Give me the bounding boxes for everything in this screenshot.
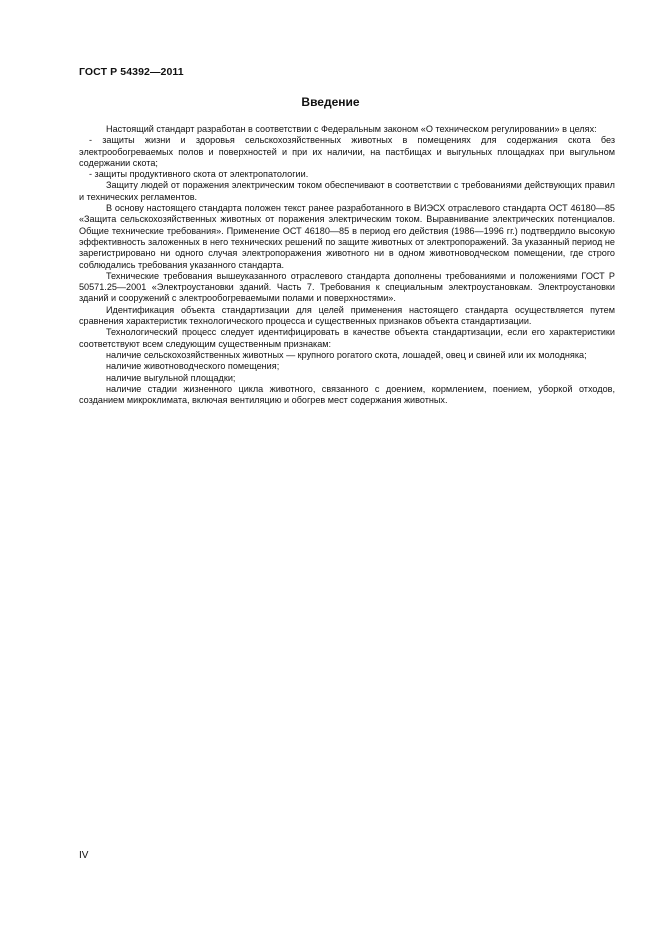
list-item-premises: наличие животноводческого помещения; bbox=[106, 361, 280, 372]
list-item-lifecycle: наличие стадии жизненного цикла животного, связанного с доением, кормлением, поением, уборкой отходов, созданием микроклимата, включая вентиляцию и обогрев мест содержания животных. bbox=[79, 383, 615, 406]
list-item-animals: наличие сельскохозяйственных животных — крупного рогатого скота, лошадей, овец и свиней или их молодняка; bbox=[106, 349, 587, 360]
paragraph-identification: Идентификация объекта стандартизации для целей применения настоящего стандарта осуществляется путем сравнения характеристик технологического процесса и существенных признаков объекта стандартизации. bbox=[79, 304, 615, 327]
paragraph-basis: В основу настоящего стандарта положен текст ранее разработанного в ВИЭСХ отраслевого стандарта ОСТ 46180—85 «Защита сельскохозяйственных животных от поражения электрическим током. Выравнивание электрических потенциалов. Общие технические требования». Применение ОСТ 46180—85 в период его действия (1986—1996 гг.) подтвердило высокую эффективность заложенных в него технических решений по защите животных от электропоражений. За указанный период не зарегистрировано ни одного случая электропоражения животного ни в одном животноводческом помещении, где строго соблюдались требования указанного стандарта. bbox=[79, 203, 615, 270]
paragraph-goal-2: - защиты продуктивного скота от электропатологии. bbox=[89, 169, 309, 180]
body-text bbox=[79, 124, 615, 406]
page-number: IV bbox=[79, 850, 89, 861]
paragraph-goal-1: - защиты жизни и здоровья сельскохозяйственных животных в помещениях для содержания скота без электрообогреваемых полов и поверхностей и при их наличии, на пастбищах и выгульных площадках при выгульном содержании скота; bbox=[79, 135, 615, 168]
paragraph-requirements: Технические требования вышеуказанного отраслевого стандарта дополнены требованиями и положениями ГОСТ Р 50571.25—2001 «Электроустановки зданий. Часть 7. Требования к специальным электроустановкам. Электроустановки зданий и сооружений с электрообогреваемыми полами и поверхностями». bbox=[79, 270, 615, 304]
section-title: Введение bbox=[301, 95, 360, 109]
paragraph-process: Технологический процесс следует идентифицировать в качестве объекта стандартизации, если его характеристики соответствуют всем следующим существенным признакам: bbox=[79, 327, 615, 349]
paragraph-intro: Настоящий стандарт разработан в соответствии с Федеральным законом «О техническом регулировании» в целях: bbox=[106, 124, 597, 134]
list-item-yard: наличие выгульной площадки; bbox=[106, 372, 236, 383]
paragraph-people-protection: Защиту людей от поражения электрическим током обеспечивают в соответствии с требованиями действующих правил и технических регламентов. bbox=[79, 180, 615, 202]
document-code: ГОСТ Р 54392—2011 bbox=[79, 66, 184, 78]
